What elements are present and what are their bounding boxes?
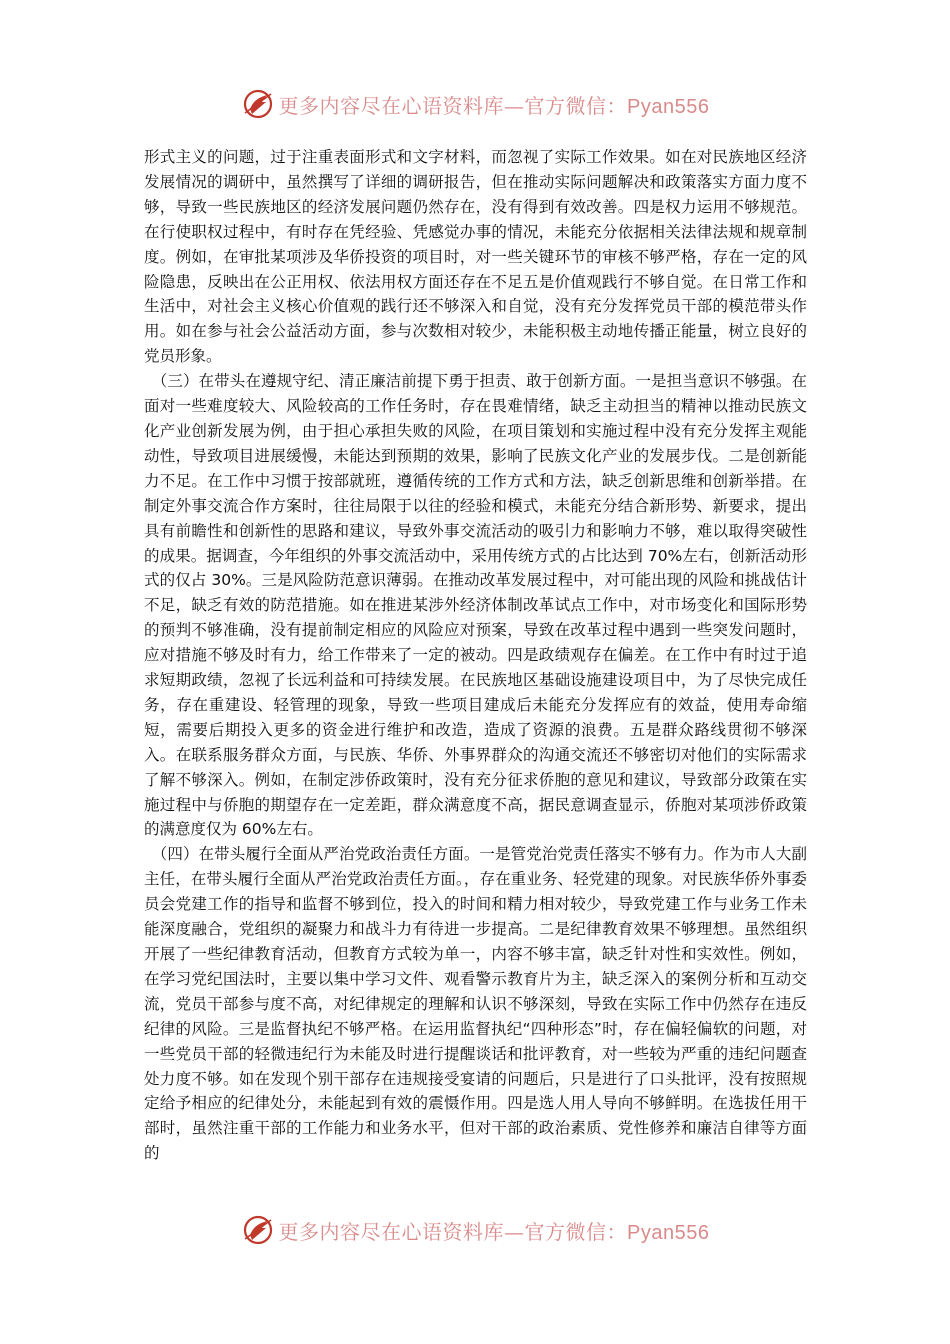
footer-watermark [0, 1210, 950, 1250]
paragraph-1: 形式主义的问题，过于注重表面形式和文字材料，而忽视了实际工作效果。如在对民族地区经济发展情况的调研中，虽然撰写了详细的调研报告，但在推动实际问题解决和政策落实方面力度不够，导致一些民族地区的经济发展问题仍然存在，没有得到有效改善。四是权力运用不够规范。在行使职权过程中，有时存在凭经验、凭感觉办事的情况，未能充分依据相关法律法规和规章制度。例如，在审批某项涉及华侨投资的项目时，对一些关键环节的审核不够严格，存在一定的风险隐患，反映出在公正用权、依法用权方面还存在不足五是价值观践行不够自觉。在日常工作和生活中，对社会主义核心价值观的践行还不够深入和自觉，没有充分发挥党员干部的模范带头作用。如在参与社会公益活动方面，参与次数相对较少，未能积极主动地传播正能量，树立良好的党员形象。 [144, 148, 807, 366]
watermark-text [279, 90, 710, 119]
watermark-text [279, 1216, 710, 1245]
watermark-wechat-id: Pyan556 [627, 1221, 710, 1244]
watermark-wechat-id: Pyan556 [627, 95, 710, 118]
watermark-site-text: 更多内容尽在心语资料库—官方微信： [278, 1219, 628, 1244]
watermark-site-text: 更多内容尽在心语资料库—官方微信： [278, 93, 628, 118]
logo-icon [241, 87, 275, 121]
paragraph-3: （四）在带头履行全面从严治党政治责任方面。一是管党治党责任落实不够有力。作为市人大副主任，在带头履行全面从严治党政治责任方面。，存在重业务、轻党建的现象。对民族华侨外事委员会党建工作的指导和监督不够到位，投入的时间和精力相对较少，导致党建工作与业务工作未能深度融合，党组织的凝聚力和战斗力有待进一步提高。二是纪律教育效果不够理想。虽然组织开展了一些纪律教育活动，但教育方式较为单一，内容不够丰富，缺乏针对性和实效性。例如，在学习党纪国法时，主要以集中学习文件、观看警示教育片为主，缺乏深入的案例分析和互动交流，党员干部参与度不高，对纪律规定的理解和认识不够深刻，导致在实际工作中仍然存在违反纪律的风险。三是监督执纪不够严格。在运用监督执纪“四种形态”时，存在偏轻偏软的问题，对一些党员干部的轻微违纪行为未能及时进行提醒谈话和批评教育，对一些较为严重的违纪问题查处力度不够。如在发现个别干部存在违规接受宴请的问题后，只是进行了口头批评，没有按照规定给予相应的纪律处分，未能起到有效的震慑作用。四是选人用人导向不够鲜明。在选拔任用干部时，虽然注重干部的工作能力和业务水平，但对干部的政治素质、党性修养和廉洁自律等方面的 [144, 845, 807, 1163]
body-text [144, 145, 807, 1166]
paragraph-2: （三）在带头在遵规守纪、清正廉洁前提下勇于担责、敢于创新方面。一是担当意识不够强。在面对一些难度较大、风险较高的工作任务时，存在畏难情绪，缺乏主动担当的精神以推动民族文化产业创新发展为例，由于担心承担失败的风险，在项目策划和实施过程中没有充分发挥主观能动性，导致项目进展缓慢，未能达到预期的效果，影响了民族文化产业的发展步伐。二是创新能力不足。在工作中习惯于按部就班，遵循传统的工作方式和方法，缺乏创新思维和创新举措。在制定外事交流合作方案时，往往局限于以往的经验和模式，未能充分结合新形势、新要求，提出具有前瞻性和创新性的思路和建议，导致外事交流活动的吸引力和影响力不够，难以取得突破性的成果。据调查，今年组织的外事交流活动中，采用传统方式的占比达到 70%左右，创新活动形式的仅占 30%。三是风险防范意识薄弱。在推动改革发展过程中，对可能出现的风险和挑战估计不足，缺乏有效的防范措施。如在推进某涉外经济体制改革试点工作中，对市场变化和国际形势的预判不够准确，没有提前制定相应的风险应对预案，导致在改革过程中遇到一些突发问题时，应对措施不够及时有力，给工作带来了一定的被动。四是政绩观存在偏差。在工作中有时过于追求短期政绩，忽视了长远利益和可持续发展。在民族地区基础设施建设项目中，为了尽快完成任务，存在重建设、轻管理的现象，导致一些项目建成后未能充分发挥应有的效益，使用寿命缩短，需要后期投入更多的资金进行维护和改造，造成了资源的浪费。五是群众路线贯彻不够深入。在联系服务群众方面，与民族、华侨、外事界群众的沟通交流还不够密切对他们的实际需求了解不够深入。例如，在制定涉侨政策时，没有充分征求侨胞的意见和建议，导致部分政策在实施过程中与侨胞的期望存在一定差距，群众满意度不高，据民意调查显示，侨胞对某项涉侨政策的满意度仅为 60%左右。 [144, 372, 807, 839]
logo-icon [241, 1213, 275, 1247]
header-watermark [0, 84, 950, 124]
